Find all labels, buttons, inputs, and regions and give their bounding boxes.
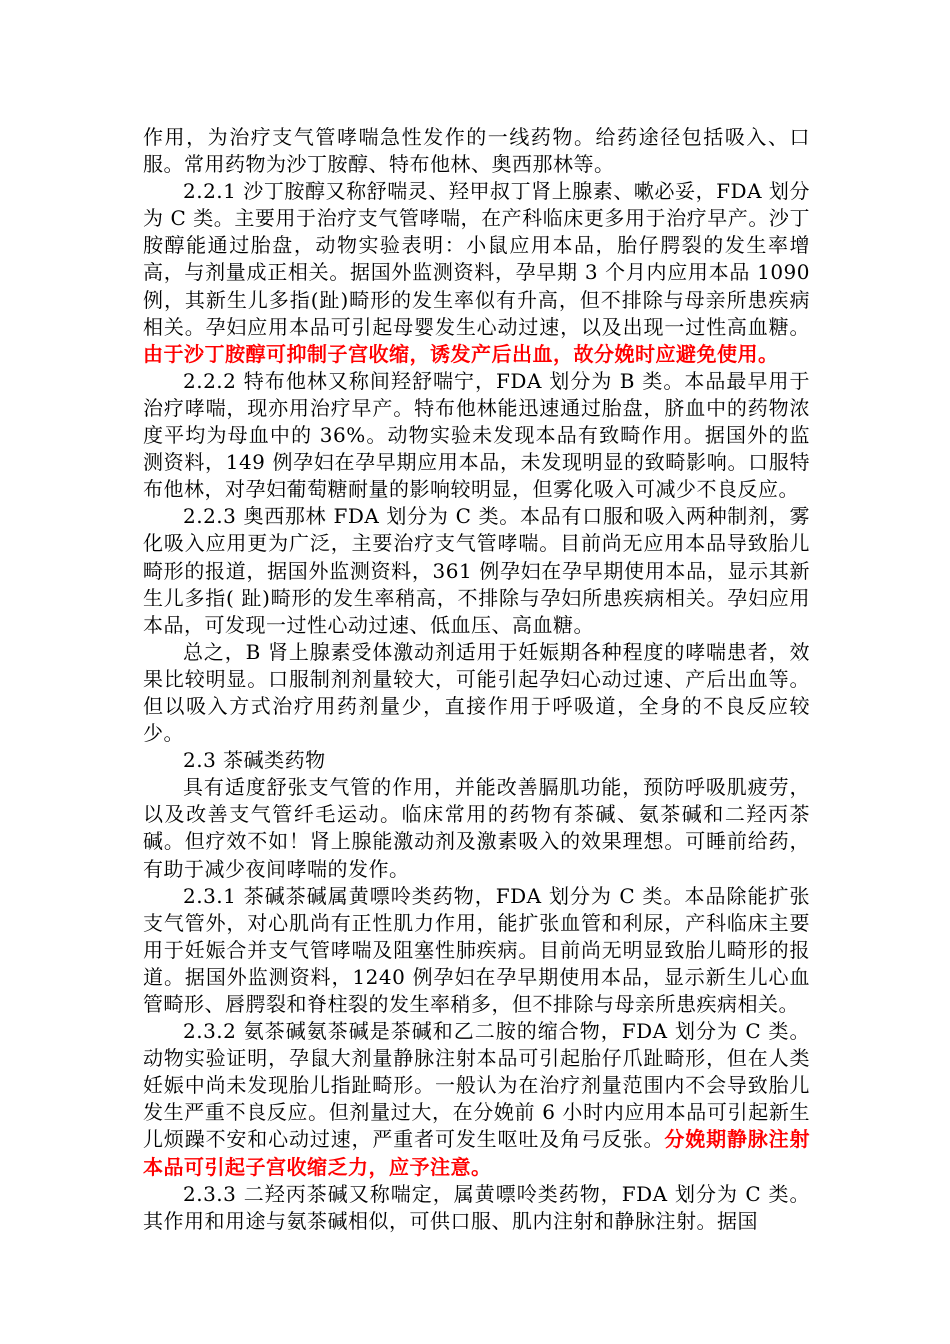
paragraph-theophylline-text: 2.3.1 茶碱茶碱属黄嘌呤类药物，FDA 划分为 C 类。本品除能扩张支气管外，对心肌尚有正性肌力作用，能扩张血管和利尿，产科临床主要用于妊娠合并支气管哮喘及阻塞性肺疾病。目前尚无明显致胎儿畸形的报道。据国外监测资料，1240 例孕妇在孕早期使用本品，显示新生儿心血管畸形、唇腭裂和脊柱裂的发生率稍多，但不排除与母亲所患疾病相关。: [143, 883, 810, 1016]
paragraph-orciprenaline: [143, 503, 810, 638]
paragraph-salbutamol: [143, 178, 810, 368]
paragraph-1: [143, 124, 810, 178]
salbutamol-warning: 由于沙丁胺醇可抑制子宫收缩，诱发产后出血，故分娩时应避免使用。: [143, 341, 779, 366]
paragraph-aminophylline-text: 2.3.2 氨茶碱氨茶碱是茶碱和乙二胺的缩合物，FDA 划分为 C 类。动物实验证明，孕鼠大剂量静脉注射本品可引起胎仔爪趾畸形，但在人类妊娠中尚未发现胎儿指趾畸形。一般认为在治疗剂量范围内不会导致胎儿发生严重不良反应。但剂量过大，在分娩前 6 小时内应用本品可引起新生儿烦躁不安和心动过速，严重者可发生呕吐及角弓反张。: [143, 1019, 810, 1152]
paragraph-1-text: 作用，为治疗支气管哮喘急性发作的一线药物。给药途径包括吸入、口服。常用药物为沙丁胺醇、特布他林、奥西那林等。: [143, 125, 810, 177]
paragraph-aminophylline: [143, 1018, 810, 1181]
document-body: [143, 124, 810, 1235]
section-heading-theophyllines: [143, 747, 810, 774]
paragraph-salbutamol-text: 2.2.1 沙丁胺醇又称舒喘灵、羟甲叔丁肾上腺素、嗽必妥，FDA 划分为 C 类。主要用于治疗支气管哮喘，在产科临床更多用于治疗早产。沙丁胺醇能通过胎盘，动物实验表明：小鼠应用本品，胎仔腭裂的发生率增高，与剂量成正相关。据国外监测资料，孕早期 3 个月内应用本品 1090 例，其新生儿多指(趾)畸形的发生率似有升高，但不排除与母亲所患疾病相关。孕妇应用本品可引起母婴发生心动过速，以及出现一过性高血糖。: [143, 179, 810, 339]
paragraph-orciprenaline-text: 2.2.3 奥西那林 FDA 划分为 C 类。本品有口服和吸入两种制剂，雾化吸入应用更为广泛，主要治疗支气管哮喘。目前尚无应用本品导致胎儿畸形的报道，据国外监测资料，361 例孕妇在孕早期使用本品，显示其新生儿多指( 趾)畸形的发生率稍高，不排除与孕妇所患疾病相关。孕妇应用本品，可发现一过性心动过速、低血压、高血糖。: [143, 504, 810, 637]
paragraph-theophyllines-intro: [143, 774, 810, 882]
paragraph-diprophylline-text: 2.3.3 二羟丙茶碱又称喘定，属黄嘌呤类药物，FDA 划分为 C 类。其作用和用途与氨茶碱相似，可供口服、肌内注射和静脉注射。据国: [143, 1181, 810, 1233]
paragraph-summary-text: 总之，B 肾上腺素受体激动剂适用于妊娠期各种程度的哮喘患者，效果比较明显。口服制剂剂量较大，可能引起孕妇心动过速、产后出血等。但以吸入方式治疗用药剂量少，直接作用于呼吸道，全身的不良反应较少。: [143, 639, 810, 746]
paragraph-diprophylline: [143, 1181, 810, 1235]
paragraph-theophyllines-intro-text: 具有适度舒张支气管的作用，并能改善膈肌功能，预防呼吸肌疲劳，以及改善支气管纤毛运动。临床常用的药物有茶碱、氨茶碱和二羟丙茶碱。但疗效不如！肾上腺能激动剂及激素吸入的效果理想。可睡前给药，有助于减少夜间哮喘的发作。: [143, 775, 810, 881]
section-heading-text: 2.3 茶碱类药物: [183, 748, 326, 773]
paragraph-theophylline: [143, 883, 810, 1018]
aminophylline-warning: 分娩期静脉注射本品可引起子宫收缩乏力，应予注意。: [143, 1127, 811, 1179]
paragraph-terbutaline: [143, 368, 810, 503]
paragraph-summary: [143, 639, 810, 747]
paragraph-terbutaline-text: 2.2.2 特布他林又称间羟舒喘宁，FDA 划分为 B 类。本品最早用于治疗哮喘，现亦用治疗早产。特布他林能迅速通过胎盘，脐血中的药物浓度平均为母血中的 36%。动物实验未发现本品有致畸作用。据国外的监测资料，149 例孕妇在孕早期应用本品，未发现明显的致畸影响。口服特布他林，对孕妇葡萄糖耐量的影响较明显，但雾化吸入可减少不良反应。: [143, 368, 810, 502]
